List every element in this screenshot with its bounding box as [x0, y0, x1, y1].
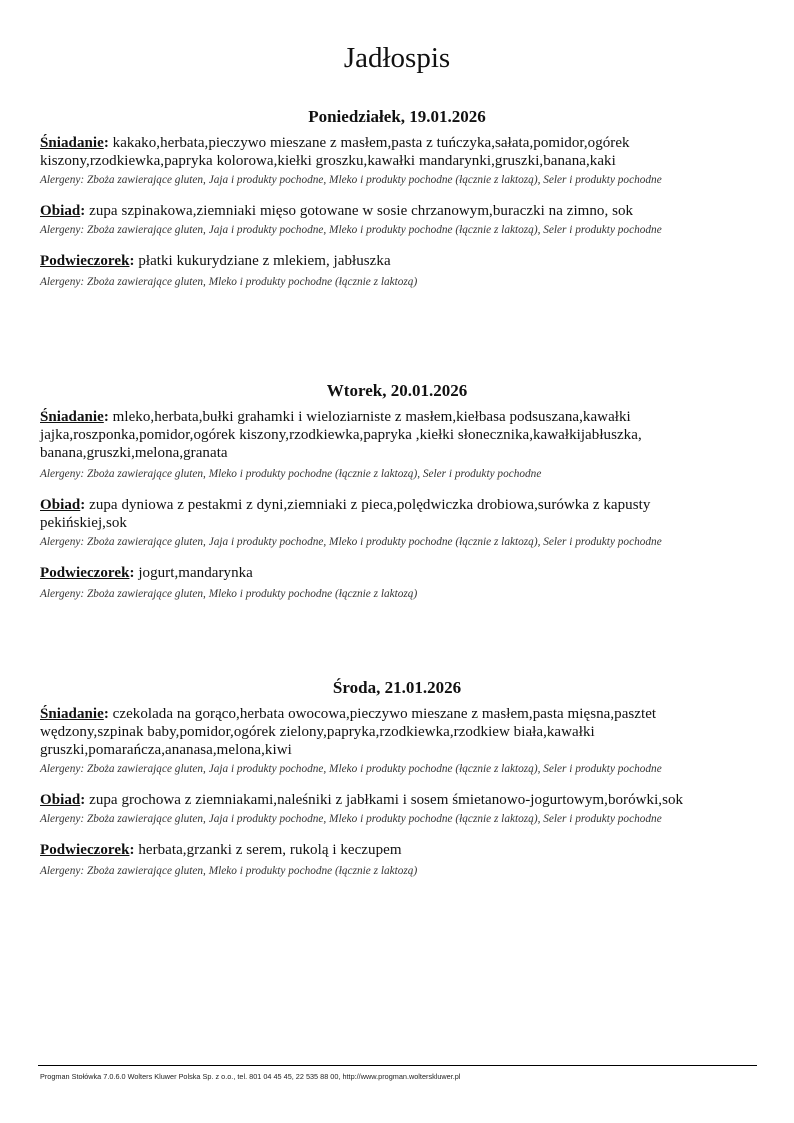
meal-description: Śniadanie: czekolada na gorąco,herbata owocowa,pieczywo mieszane z masłem,pasta mięsna,pasztet wędzony,szpinak baby,pomidor,ogórek zielony,papryka,rzodkiewka,rzodkiew biała,kawałki gruszki,pomarańcza,ananasa,melona,kiwi — [40, 706, 657, 758]
meal-items: zupa dyniowa z pestakmi z dyni,ziemniaki z pieca,polędwiczka drobiowa,surówka z kapusty pekińskiej,sok — [40, 497, 651, 531]
meal-breakfast — [40, 408, 730, 482]
meal-breakfast — [40, 705, 730, 777]
day-title: Wtorek, 20.01.2026 — [326, 381, 468, 400]
meal-description: Śniadanie: mleko,herbata,bułki grahamki i wieloziarniste z masłem,kiełbasa podsuszana,kawałki jajka,roszponka,pomidor,ogórek kiszony,rzodkiewka,papryka ,kiełki słonecznika,kawałkijabłuszka, banana,gruszki,melona,granata — [40, 409, 642, 461]
meal-description: Podwieczorek: płatki kukurydziane z mlekiem, jabłuszka — [40, 253, 391, 269]
meal-description: Podwieczorek: herbata,grzanki z serem, rukolą i keczupem — [40, 842, 402, 858]
meal-allergens: Alergeny: Zboża zawierające gluten, Mleko i produkty pochodne (łącznie z laktozą) — [40, 588, 418, 600]
meal-allergens: Alergeny: Zboża zawierające gluten, Mleko i produkty pochodne (łącznie z laktozą) — [40, 276, 418, 288]
meal-description: Śniadanie: kakako,herbata,pieczywo mieszane z masłem,pasta z tuńczyka,sałata,pomidor,ogórek kiszony,rzodkiewka,papryka kolorowa,kiełki groszku,kawałki mandarynki,gruszki,banana,kaki — [40, 135, 630, 169]
meal-lunch — [40, 496, 730, 550]
meal-allergens: Alergeny: Zboża zawierające gluten, Jaja i produkty pochodne, Mleko i produkty pochodne (łącznie z laktozą), Seler i produkty pochodne — [40, 536, 662, 548]
meal-snack — [40, 564, 730, 602]
meal-items: kakako,herbata,pieczywo mieszane z masłem,pasta z tuńczyka,sałata,pomidor,ogórek kiszony,rzodkiewka,papryka kolorowa,kiełki groszku,kawałki mandarynki,gruszki,banana,kaki — [40, 135, 630, 169]
meal-allergens: Alergeny: Zboża zawierające gluten, Mleko i produkty pochodne (łącznie z laktozą) — [40, 865, 418, 877]
meal-items: mleko,herbata,bułki grahamki i wieloziarniste z masłem,kiełbasa podsuszana,kawałki jajka,roszponka,pomidor,ogórek kiszony,rzodkiewka,papryka ,kiełki słonecznika,kawałkijabłuszka, banana,gruszki,melona,granata — [40, 409, 642, 461]
day-section-monday — [40, 106, 730, 290]
meal-description: Obiad: zupa dyniowa z pestakmi z dyni,ziemniaki z pieca,polędwiczka drobiowa,surówka z kapusty pekińskiej,sok — [40, 497, 651, 531]
meal-name: Obiad — [40, 203, 81, 219]
meal-items: zupa szpinakowa,ziemniaki mięso gotowane w sosie chrzanowym,buraczki na zimno, sok — [85, 203, 634, 219]
meal-items: jogurt,mandarynka — [134, 565, 253, 581]
meal-breakfast — [40, 134, 730, 188]
meal-allergens: Alergeny: Zboża zawierające gluten, Mleko i produkty pochodne (łącznie z laktozą), Seler i produkty pochodne — [40, 468, 542, 480]
meal-allergens: Alergeny: Zboża zawierające gluten, Jaja i produkty pochodne, Mleko i produkty pochodne (łącznie z laktozą), Seler i produkty pochodne — [40, 813, 662, 825]
footer-text: Progman Stołówka 7.0.6.0 Wolters Kluwer Polska Sp. z o.o., tel. 801 04 45 45, 22 535 88 00, http://www.progman.wolterskluwer.pl — [40, 1072, 461, 1081]
meal-name: Śniadanie — [40, 135, 104, 151]
meal-description: Obiad: zupa grochowa z ziemniakami,naleśniki z jabłkami i sosem śmietanowo-jogurtowym,borówki,sok — [40, 792, 684, 808]
meal-name: Śniadanie — [40, 706, 104, 722]
meal-lunch — [40, 791, 730, 827]
meal-items: płatki kukurydziane z mlekiem, jabłuszka — [134, 253, 391, 269]
meal-name: Podwieczorek — [40, 842, 130, 858]
page-title: Jadłospis — [343, 42, 451, 74]
day-title: Poniedziałek, 19.01.2026 — [308, 107, 486, 126]
meal-description: Podwieczorek: jogurt,mandarynka — [40, 565, 253, 581]
footer-divider — [38, 1065, 757, 1066]
meal-name: Podwieczorek — [40, 565, 130, 581]
meal-allergens: Alergeny: Zboża zawierające gluten, Jaja i produkty pochodne, Mleko i produkty pochodne (łącznie z laktozą), Seler i produkty pochodne — [40, 763, 662, 775]
day-section-tuesday — [40, 380, 730, 602]
meal-name: Śniadanie — [40, 409, 104, 425]
meal-lunch — [40, 202, 730, 238]
meal-snack — [40, 841, 730, 879]
meal-allergens: Alergeny: Zboża zawierające gluten, Jaja i produkty pochodne, Mleko i produkty pochodne (łącznie z laktozą), Seler i produkty pochodne — [40, 224, 662, 236]
meal-description: Obiad: zupa szpinakowa,ziemniaki mięso gotowane w sosie chrzanowym,buraczki na zimno, sok — [40, 203, 634, 219]
meal-items: czekolada na gorąco,herbata owocowa,pieczywo mieszane z masłem,pasta mięsna,pasztet wędzony,szpinak baby,pomidor,ogórek zielony,papryka,rzodkiewka,rzodkiew biała,kawałki gruszki,pomarańcza,ananasa,melona,kiwi — [40, 706, 657, 758]
meal-snack — [40, 252, 730, 290]
day-section-wednesday — [40, 677, 730, 879]
meal-allergens: Alergeny: Zboża zawierające gluten, Jaja i produkty pochodne, Mleko i produkty pochodne (łącznie z laktozą), Seler i produkty pochodne — [40, 174, 662, 186]
meal-items: zupa grochowa z ziemniakami,naleśniki z jabłkami i sosem śmietanowo-jogurtowym,borówki,sok — [85, 792, 684, 808]
meal-name: Obiad — [40, 792, 81, 808]
meal-items: herbata,grzanki z serem, rukolą i keczupem — [134, 842, 402, 858]
meal-name: Podwieczorek — [40, 253, 130, 269]
meal-name: Obiad — [40, 497, 81, 513]
day-title: Środa, 21.01.2026 — [332, 678, 462, 697]
